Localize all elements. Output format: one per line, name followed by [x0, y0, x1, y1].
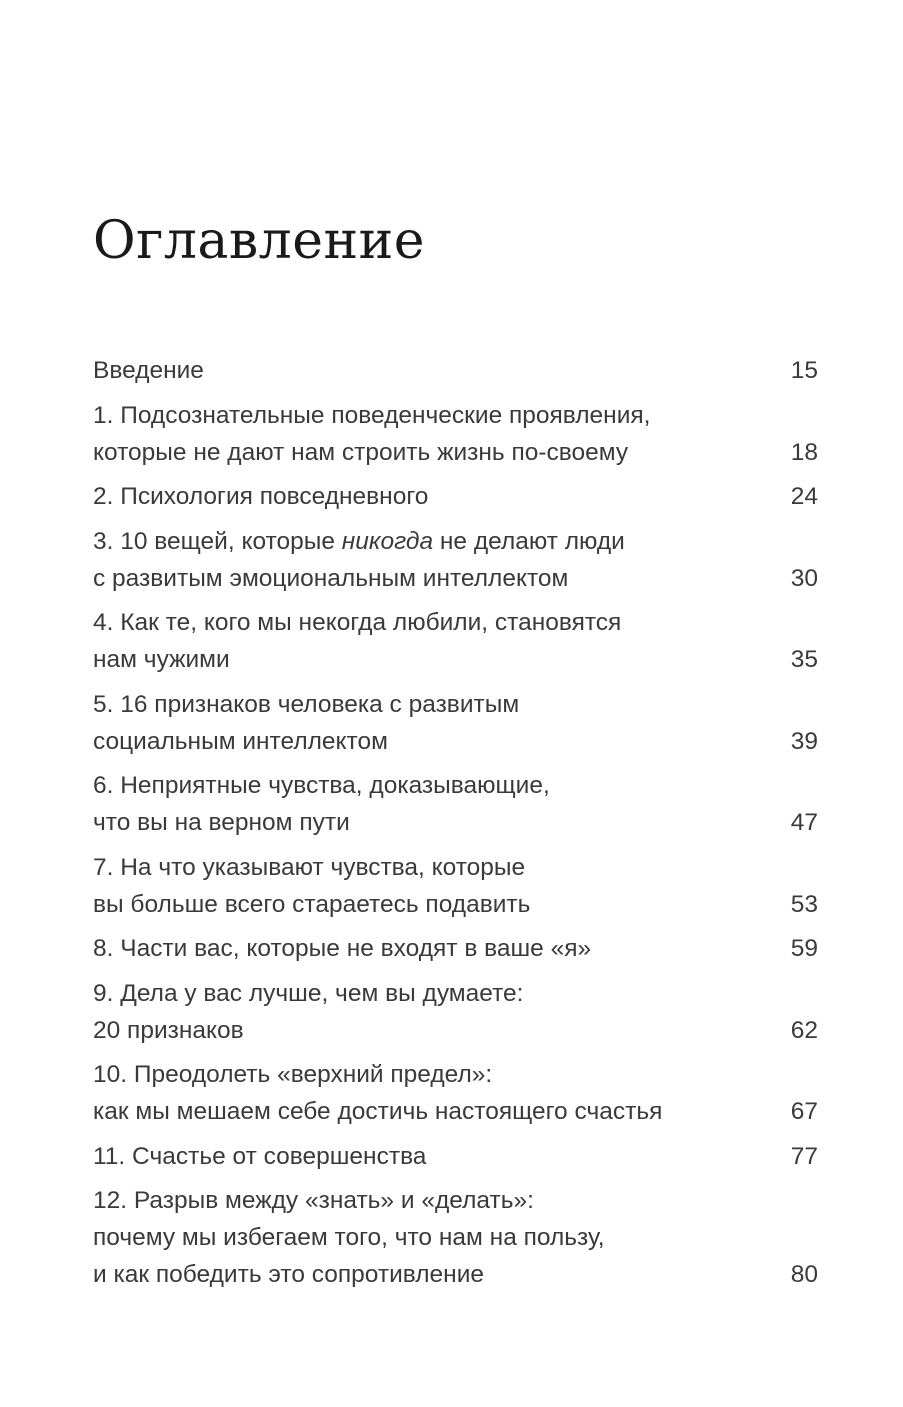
toc-entry-chapter-11	[93, 1138, 818, 1175]
toc-entry-page-number: 62	[790, 1016, 818, 1044]
toc-entry-page-number: 24	[790, 483, 818, 510]
toc-entry-chapter-12	[93, 1182, 818, 1293]
toc-entry-chapter-3	[93, 523, 818, 597]
toc-entry-title	[93, 523, 625, 597]
page-title: Оглавление	[93, 211, 426, 271]
toc-entry-page-number: 80	[790, 1261, 818, 1288]
toc-entry-page-number: 15	[790, 357, 818, 384]
toc-entry-page-number: 59	[790, 935, 818, 962]
toc-entry-title-start: 3. 10 вещей, которые	[93, 527, 342, 555]
toc-entry-chapter-5	[93, 686, 818, 760]
toc-entry-page-number: 53	[790, 890, 818, 918]
toc-entry-title: 4. Как те, кого мы некогда любили, становятся нам чужими	[93, 609, 622, 673]
toc-entry-title: 2. Психология повседневного	[93, 483, 429, 510]
table-of-contents	[93, 352, 818, 1301]
toc-entry-title: 10. Преодолеть «верхний предел»: как мы мешаем себе достичь настоящего счастья	[93, 1061, 663, 1125]
toc-entry-page-number: 47	[790, 809, 818, 836]
toc-entry-page-number: 67	[790, 1098, 818, 1125]
toc-entry-title: 11. Счастье от совершенства	[93, 1142, 427, 1170]
toc-entry-title: 8. Части вас, которые не входят в ваше «я»	[93, 935, 592, 962]
toc-entry-chapter-4	[93, 604, 818, 678]
toc-entry-chapter-9	[93, 975, 818, 1049]
toc-entry-title: 7. На что указывают чувства, которые вы больше всего стараетесь подавить	[93, 853, 531, 918]
toc-entry-chapter-8	[93, 930, 818, 967]
toc-entry-page-number: 30	[790, 564, 818, 592]
toc-entry-chapter-7	[93, 849, 818, 923]
toc-entry-title-emphasis: никогда	[341, 527, 434, 555]
toc-entry-page-number: 35	[790, 646, 818, 673]
toc-entry-title: Введение	[93, 357, 204, 384]
toc-entry-title: 1. Подсознательные поведенческие проявления, которые не дают нам строить жизнь по-своему	[93, 401, 651, 466]
toc-entry-chapter-10	[93, 1056, 818, 1130]
toc-entry-page-number: 18	[790, 438, 818, 466]
toc-entry-title: 6. Неприятные чувства, доказывающие, что вы на верном пути	[93, 772, 550, 836]
toc-entry-chapter-6	[93, 767, 818, 841]
toc-entry-introduction	[93, 352, 818, 389]
toc-entry-title-end: не делают люди с развитым эмоциональным интеллектом	[93, 527, 625, 592]
toc-entry-chapter-2	[93, 478, 818, 515]
toc-entry-title: 12. Разрыв между «знать» и «делать»: почему мы избегаем того, что нам на пользу, и как победить это сопротивление	[93, 1187, 605, 1288]
toc-entry-title: 5. 16 признаков человека с развитым социальным интеллектом	[93, 690, 520, 755]
toc-entry-page-number: 39	[790, 727, 818, 755]
toc-entry-page-number: 77	[790, 1142, 818, 1170]
toc-entry-chapter-1	[93, 397, 818, 471]
toc-entry-title: 9. Дела у вас лучше, чем вы думаете: 20 признаков	[93, 979, 524, 1044]
